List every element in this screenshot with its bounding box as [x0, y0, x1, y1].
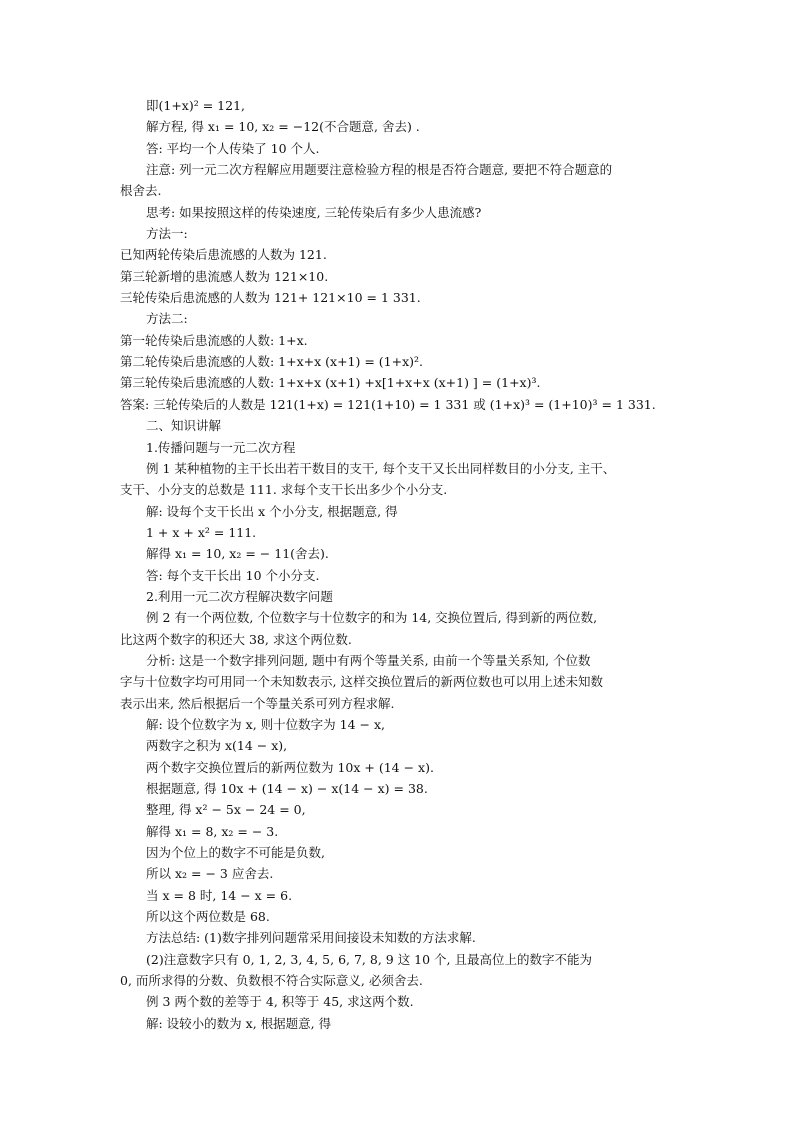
document-body: [120, 95, 675, 1034]
text-line: 整理, 得 x² − 5x − 24 = 0,: [146, 802, 306, 818]
text-line: 两数字之积为 x(14 − x),: [146, 738, 288, 754]
text-line: 解: 设较小的数为 x, 根据题意, 得: [146, 1015, 332, 1031]
text-line: 当 x = 8 时, 14 − x = 6.: [146, 887, 293, 903]
text-line: 所以 x₂ = − 3 应舍去.: [146, 866, 274, 882]
text-line: 已知两轮传染后患流感的人数为 121.: [120, 247, 327, 263]
text-line: 解: 设个位数字为 x, 则十位数字为 14 − x,: [146, 716, 385, 732]
text-line: 支干、小分支的总数是 111. 求每个支干长出多少个小分支.: [120, 482, 448, 498]
text-line: 第二轮传染后患流感的人数: 1+x+x (x+1) = (1+x)².: [120, 354, 424, 370]
text-line: 解得 x₁ = 8, x₂ = − 3.: [146, 823, 279, 839]
text-line: 二、知识讲解: [146, 418, 222, 434]
text-line: 例 2 有一个两位数, 个位数字与十位数字的和为 14, 交换位置后, 得到新的两位数,: [146, 610, 598, 626]
text-line: 思考: 如果按照这样的传染速度, 三轮传染后有多少人患流感?: [146, 204, 482, 220]
text-line: 解方程, 得 x₁ = 10, x₂ = −12(不合题意, 舍去) .: [146, 119, 420, 135]
text-line: 第一轮传染后患流感的人数: 1+x.: [120, 332, 308, 348]
text-line: 答案: 三轮传染后的人数是 121(1+x) = 121(1+10) = 1 331 或 (1+x)³ = (1+10)³ = 1 331.: [120, 396, 656, 412]
text-line: 2.利用一元二次方程解决数字问题: [146, 588, 333, 604]
text-line: 方法一:: [146, 226, 188, 242]
text-line: 解: 设每个支干长出 x 个小分支, 根据题意, 得: [146, 503, 398, 519]
text-line: 根据题意, 得 10x + (14 − x) − x(14 − x) = 38.: [146, 781, 428, 796]
text-line: 注意: 列一元二次方程解应用题要注意检验方程的根是否符合题意, 要把不符合题意的: [146, 162, 613, 178]
text-line: 表示出来, 然后根据后一个等量关系可列方程求解.: [120, 695, 395, 711]
text-line: 0, 而所求得的分数、负数根不符合实际意义, 必须舍去.: [120, 973, 423, 989]
text-line: 方法二:: [146, 311, 188, 327]
text-line: 第三轮新增的患流感人数为 121×10.: [120, 268, 329, 284]
text-line: (2)注意数字只有 0, 1, 2, 3, 4, 5, 6, 7, 8, 9 这 10 个, 且最高位上的数字不能为: [146, 951, 593, 967]
text-line: 字与十位数字均可用同一个未知数表示, 这样交换位置后的新两位数也可以用上述未知数: [120, 674, 603, 690]
text-line: 例 1 某种植物的主干长出若干数目的支干, 每个支干又长出同样数目的小分支, 主干、: [146, 460, 616, 476]
text-line: 三轮传染后患流感的人数为 121+ 121×10 = 1 331.: [120, 290, 421, 306]
text-line: 1.传播问题与一元二次方程: [146, 439, 296, 455]
text-line: 答: 每个支干长出 10 个小分支.: [146, 567, 320, 583]
text-line: 例 3 两个数的差等于 4, 积等于 45, 求这两个数.: [146, 994, 414, 1010]
text-line: 根舍去.: [120, 183, 162, 199]
text-line: 分析: 这是一个数字排列问题, 题中有两个等量关系, 由前一个等量关系知, 个位数: [146, 652, 591, 668]
text-line: 方法总结: (1)数字排列问题常采用间接设未知数的方法求解.: [146, 930, 476, 946]
text-line: 所以这个两位数是 68.: [146, 909, 270, 925]
text-line: 1 + x + x² = 111.: [146, 524, 257, 540]
text-line: 即(1+x)² = 121,: [146, 98, 245, 113]
text-line: 解得 x₁ = 10, x₂ = − 11(舍去).: [146, 546, 329, 562]
text-line: 第三轮传染后患流感的人数: 1+x+x (x+1) +x[1+x+x (x+1) ] = (1+x)³.: [120, 375, 541, 391]
text-line: 答: 平均一个人传染了 10 个人.: [146, 140, 320, 156]
text-line: 比这两个数字的积还大 38, 求这个两位数.: [120, 631, 352, 647]
text-line: 因为个位上的数字不可能是负数,: [146, 845, 325, 861]
text-line: 两个数字交换位置后的新两位数为 10x + (14 − x).: [146, 759, 434, 775]
